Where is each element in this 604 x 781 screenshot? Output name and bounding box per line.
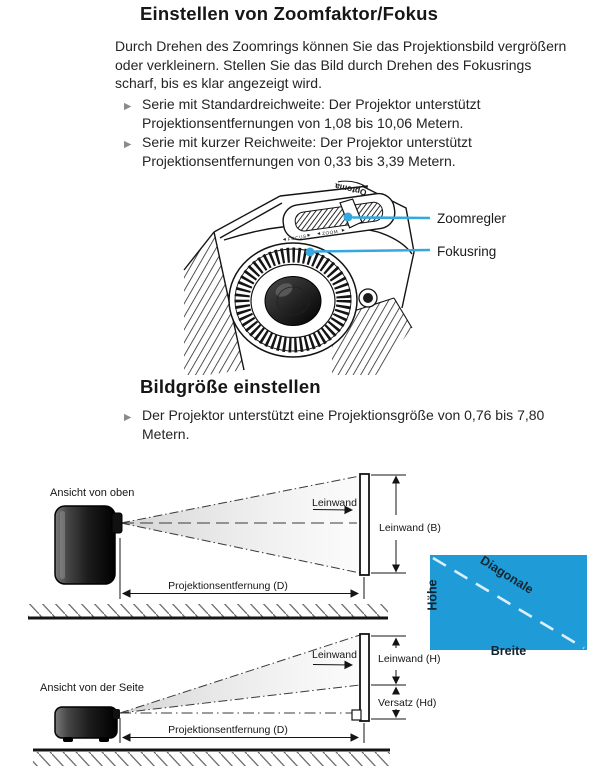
- section1-title: Einstellen von Zoomfaktor/Fokus: [140, 3, 439, 24]
- callout-dot-zoom: [344, 213, 353, 222]
- top-view-label: Ansicht von oben: [50, 487, 135, 499]
- bullet-text: Der Projektor unterstützt eine Projektionsgröße von 0,76 bis 7,80 Metern.: [142, 407, 545, 442]
- ground-hatching: [33, 752, 390, 766]
- height-dimension-label: Leinwand (H): [378, 653, 441, 665]
- callout-line-zoom: [353, 218, 431, 219]
- bullet-list-2: [124, 406, 572, 444]
- width-label: Breite: [490, 644, 527, 658]
- lens-side-view: [113, 709, 120, 719]
- bullet-arrow-icon: ▶: [124, 412, 132, 423]
- offset-dimension-label: Versatz (Hd): [378, 697, 437, 709]
- list-item: [124, 133, 566, 170]
- screen-label: Leinwand: [312, 649, 357, 661]
- side-view-label: Ansicht von der Seite: [40, 682, 144, 694]
- lens: [265, 277, 321, 326]
- ground-hatching: [28, 604, 388, 618]
- focus-inscription: FOCUS: [287, 233, 308, 242]
- bullet-list-1: [124, 95, 566, 171]
- bullet-arrow-icon: ▶: [124, 139, 132, 151]
- zoom-inscription: ZOOM: [321, 228, 339, 237]
- list-item: [124, 406, 572, 443]
- bullet-text: Serie mit Standardreichweite: Der Projektor unterstützt Projektionsentfernungen von 1,08 bis 10,06 Metern.: [142, 96, 481, 131]
- logo-text: Optoma: [333, 181, 368, 198]
- list-item: [124, 95, 566, 132]
- focus-callout-label: Fokusring: [437, 244, 497, 259]
- projector-top-view: [55, 506, 122, 584]
- projector-illustration: [180, 180, 604, 375]
- screen-proportions-figure: [425, 553, 587, 658]
- ir-sensor: [359, 289, 377, 307]
- projection-beam: [121, 476, 360, 573]
- section2-title: Bildgröße einstellen: [140, 376, 321, 397]
- focus-ring: [229, 243, 357, 357]
- width-dimension-label: Leinwand (B): [379, 522, 441, 534]
- callout-line-focus: [315, 250, 431, 252]
- intro-paragraph: Durch Drehen des Zoomrings können Sie das Projektionsbild vergrößern oder verkleinern. Stellen Sie das Bild durch Drehen des Fokusrings scharf, bis es klar angezeigt wird.: [115, 38, 567, 92]
- screen-bar: [360, 634, 369, 721]
- projector-foot: [63, 737, 73, 742]
- zoom-callout-label: Zoomregler: [437, 211, 507, 226]
- left-arrow-icon: [283, 238, 286, 241]
- projector-foot: [99, 737, 109, 742]
- height-label: Höhe: [425, 579, 440, 611]
- bullet-text: Serie mit kurzer Reichweite: Der Projektor unterstützt Projektionsentfernungen von 0,33 bis 3,39 Metern.: [142, 134, 472, 169]
- projector-side-view: [55, 707, 120, 742]
- distance-label: Projektionsentfernung (D): [168, 724, 288, 736]
- callout-dot-focus: [306, 248, 315, 257]
- distance-label: Projektionsentfernung (D): [168, 580, 288, 592]
- screen-bar: [360, 474, 369, 575]
- screen-label: Leinwand: [312, 497, 357, 509]
- lens-top-view: [112, 513, 122, 533]
- side-view-diagram: [33, 634, 440, 766]
- axis-notch: [352, 710, 361, 720]
- top-view-diagram: [28, 474, 441, 618]
- diagonal-label: Diagonale: [477, 553, 536, 597]
- brand-logo: [334, 180, 368, 198]
- bullet-arrow-icon: ▶: [124, 101, 132, 112]
